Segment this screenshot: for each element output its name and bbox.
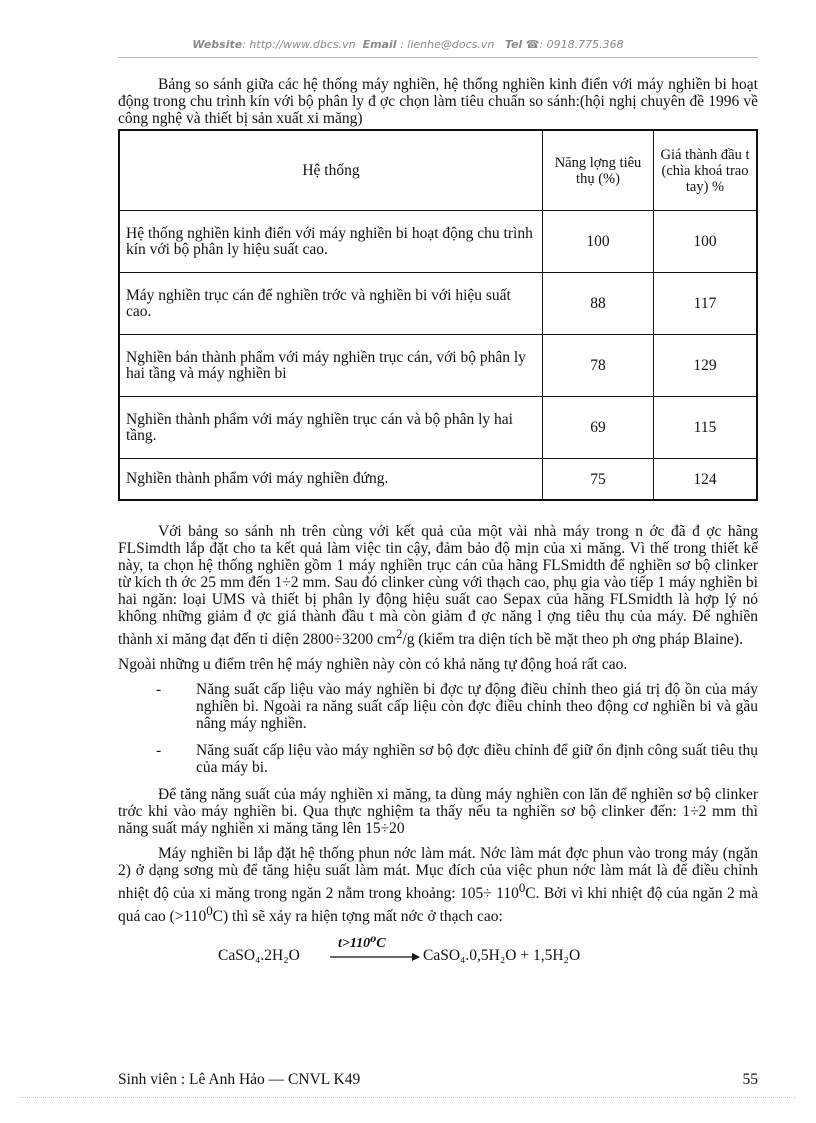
table-row	[119, 211, 757, 273]
list-item-text: Năng suất cấp liệu vào máy nghiền bi đợc tự động điều chỉnh theo giá trị độ ồn của máy nghiền bi. Ngoài ra năng suất cấp liệu còn đợc điều chỉnh theo động cơ nghiền bi và gầu nâng máy nghiền.	[196, 681, 758, 733]
bullet-dash: -	[156, 742, 162, 760]
table-row	[119, 397, 757, 459]
footer-divider	[20, 1097, 796, 1098]
tel-value: ☎: 0918.775.368	[525, 38, 624, 51]
list-item	[118, 681, 758, 732]
page-number: 55	[742, 1071, 758, 1088]
row-energy: 100	[543, 211, 654, 273]
page-footer	[118, 1071, 758, 1089]
list-item-text: Năng suất cấp liệu vào máy nghiền sơ bộ đợc điều chỉnh để giữ ổn định công suất tiêu thụ của máy bi.	[196, 742, 758, 777]
comparison-table	[118, 129, 758, 501]
equation-reactant: CaSO₄.2H₂O	[218, 947, 300, 965]
row-system: Nghiền thành phẩm với máy nghiền trục cán và bộ phân ly hai tầng.	[119, 397, 543, 459]
row-system: Nghiền bán thành phẩm với máy nghiền trục cán, với bộ phân ly hai tầng và máy nghiền bi	[119, 335, 543, 397]
paragraph-roller-mill: Để tăng năng suất của máy nghiền xi măng, ta dùng máy nghiền con lăn để nghiền sơ bộ clinker trớc khi vào máy nghiền bi. Qua thực nghiệm ta thấy nếu ta nghiền sơ bộ clinker đến: 1÷2 mm thì năng suất máy nghiền xi măng tăng lên 15÷20	[118, 786, 758, 838]
row-system: Hệ thống nghiền kinh điển với máy nghiền bi hoạt động chu trình kín với bộ phân ly hiệu suất cao.	[119, 211, 543, 273]
row-system: Nghiền thành phẩm với máy nghiền đứng.	[119, 459, 543, 501]
paragraph-selection-text: Với bảng so sánh nh trên cùng với kết quả của một vài nhà máy trong n ớc đã đ ợc hãng FLSimdth lắp đặt cho ta kết quả làm việc tin cậy, đảm bảo độ mịn của xi măng. Vì thế trong thiết kế này, ta chọn hệ thống nghiền gồm 1 máy nghiền trục cán của hãng FLSmidth để nghiền sơ bộ clinker từ kích th ớc 25 mm đến 1÷2 mm. Sau đó clinker cùng với thạch cao, phụ gia vào tiếp 1 máy nghiền bi hai ngăn: loại UMS và thiết bị phân ly động hiệu suất cao Sepax của hãng FLSmidth là hợp lý nó không những giảm đ ợc giá thành đầu t mà còn giảm đ ợc năng l ợng tiêu thụ của máy. Để nghiền thành xi măng đạt đến tỉ diện 2800÷3200 cm	[118, 523, 758, 649]
paragraph-cooling-text: Máy nghiền bi lắp đặt hệ thống phun nớc làm mát. Nớc làm mát đợc phun vào trong máy (ngăn 2) ở dạng sơng mù để tăng hiệu suất làm mát. Mục đích của việc phun nớc làm mát là để điều chỉnh nhiệt độ của xi măng trong ngăn 2 nằm trong khoảng: 105÷ 110	[118, 845, 758, 903]
row-energy: 78	[543, 335, 654, 397]
paragraph-selection-tail: /g (kiểm tra diện tích bề mặt theo ph ơng pháp Blaine).	[402, 631, 743, 649]
paragraph-cooling-tail: C) thì sẽ xảy ra hiện tợng mất nớc ở thạch cao:	[212, 908, 503, 926]
paragraph-automation: Ngoài những u điểm trên hệ máy nghiền này còn có khả năng tự động hoá rất cao.	[118, 656, 628, 674]
row-cost: 117	[654, 273, 758, 335]
superscript: 0	[518, 880, 526, 896]
header-energy: Năng lợng tiêu thụ (%)	[543, 130, 654, 211]
paragraph-cooling	[118, 845, 758, 925]
reaction-arrow	[326, 935, 420, 965]
header-system: Hệ thống	[119, 130, 543, 211]
table-row	[119, 459, 757, 501]
footer-author: Sinh viên : Lê Anh Hảo — CNVL K49	[118, 1071, 361, 1088]
paragraph-cooling-mid: C. Bởi vì khi nhiệt độ của ngăn 2 mà quá cao (>110	[118, 885, 758, 926]
superscript: 0	[206, 903, 213, 919]
row-energy: 69	[543, 397, 654, 459]
header-cost: Giá thành đầu t (chìa khoá trao tay) %	[654, 130, 758, 211]
row-cost: 129	[654, 335, 758, 397]
equation-product: CaSO₄.0,5H₂O + 1,5H₂O	[423, 947, 581, 965]
superscript: 2	[396, 626, 403, 641]
page-header	[0, 38, 816, 51]
header-divider	[118, 57, 758, 58]
list-item	[118, 742, 758, 776]
paragraph-selection	[118, 523, 758, 648]
table-header-row	[119, 130, 757, 211]
table-row	[119, 273, 757, 335]
row-energy: 88	[543, 273, 654, 335]
intro-paragraph: Bảng so sánh giữa các hệ thống máy nghiền, hệ thống nghiền kinh điển với máy nghiền bi hoạt động trong chu trình kín với bộ phân ly đ ợc chọn làm tiêu chuẩn so sánh:(hội nghị chuyên đề 1996 về công nghệ và thiết bị sản xuất xi măng)	[118, 76, 758, 127]
bullet-list	[118, 681, 758, 776]
website-label: Website	[192, 38, 243, 51]
page-content	[118, 76, 758, 971]
row-cost: 115	[654, 397, 758, 459]
bullet-dash: -	[156, 681, 162, 699]
website-value[interactable]: : http://www.dbcs.vn	[242, 38, 356, 51]
row-system: Máy nghiền trục cán để nghiền trớc và nghiền bi với hiệu suất cao.	[119, 273, 543, 335]
chemical-equation	[118, 931, 758, 971]
reaction-condition: t>110⁰C	[338, 936, 386, 952]
email-label: Email	[362, 38, 397, 51]
tel-label: Tel	[504, 38, 523, 51]
row-energy: 75	[543, 459, 654, 501]
table-row	[119, 335, 757, 397]
email-value[interactable]: : lienhe@docs.vn	[400, 38, 495, 51]
row-cost: 124	[654, 459, 758, 501]
row-cost: 100	[654, 211, 758, 273]
